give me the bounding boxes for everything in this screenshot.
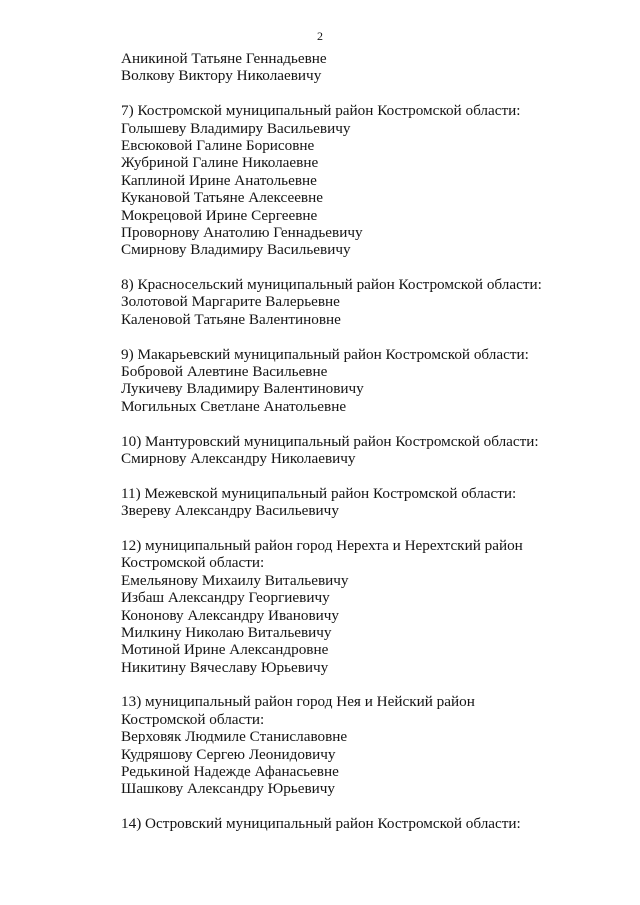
list-item: Бобровой Алевтине Васильевне [121,363,328,381]
page-number: 2 [317,29,323,43]
list-item: Милкину Николаю Витальевичу [121,623,332,641]
section-header: 10) Мантуровский муниципальный район Костромской области: [121,432,539,450]
section-header: 9) Макарьевский муниципальный район Костромской области: [121,345,529,363]
list-item: Мокрецовой Ирине Сергеевне [121,206,318,224]
section-header: 7) Костромской муниципальный район Костромской области: [121,102,521,120]
list-item: Каленовой Татьяне Валентиновне [121,310,341,328]
section-header: 14) Островский муниципальный район Костромской области: [121,815,521,833]
section-header-continuation: Костромской области: [121,554,265,572]
list-item: Верховяк Людмиле Станиславовне [121,728,348,746]
list-item: Проворнову Анатолию Геннадьевичу [121,223,363,241]
list-item: Емельянову Михаилу Витальевичу [121,571,349,589]
section-11 [121,485,621,520]
section-header-continuation: Костромской области: [121,710,265,728]
list-item: Шашкову Александру Юрьевичу [121,780,335,798]
list-item: Жубриной Галине Николаевне [121,154,319,172]
list-item: Кудряшову Сергею Леонидовичу [121,745,336,763]
section-8 [121,276,621,328]
list-item: Кононову Александру Ивановичу [121,606,339,624]
list-item: Редькиной Надежде Афанасьевне [121,763,339,781]
section-13 [121,693,621,797]
list-item: Евсюковой Галине Борисовне [121,136,315,154]
list-item: Лукичеву Владимиру Валентиновичу [121,380,364,398]
list-item: Смирнову Владимиру Васильевичу [121,241,351,259]
section-header: 11) Межевской муниципальный район Костромской области: [121,484,517,502]
section-12 [121,537,621,676]
list-item: Золотовой Маргарите Валерьевне [121,293,340,311]
section-header: 13) муниципальный район город Нея и Нейский район [121,693,475,711]
section-14 [121,815,621,832]
list-item: Избаш Александру Георгиевичу [121,589,330,607]
list-item: Никитину Вячеславу Юрьевичу [121,658,329,676]
list-item: Смирнову Александру Николаевичу [121,449,356,467]
section-7 [121,102,621,259]
list-item: Аникиной Татьяне Геннадьевне [121,50,327,67]
list-item: Волкову Виктору Николаевичу [121,67,322,85]
list-item: Могильных Светлане Анатольевне [121,397,347,415]
list-item: Кукановой Татьяне Алексеевне [121,189,323,207]
section-header: 12) муниципальный район город Нерехта и Нерехтский район [121,536,523,554]
section-10 [121,433,621,468]
list-item: Мотиной Ирине Александровне [121,641,329,659]
list-item: Каплиной Ирине Анатольевне [121,171,317,189]
list-item: Голышеву Владимиру Васильевичу [121,119,351,137]
document-body [121,50,621,833]
section-header: 8) Красносельский муниципальный район Костромской области: [121,276,542,294]
continuation-list [121,50,621,85]
list-item: Звереву Александру Васильевичу [121,502,339,520]
section-9 [121,346,621,416]
